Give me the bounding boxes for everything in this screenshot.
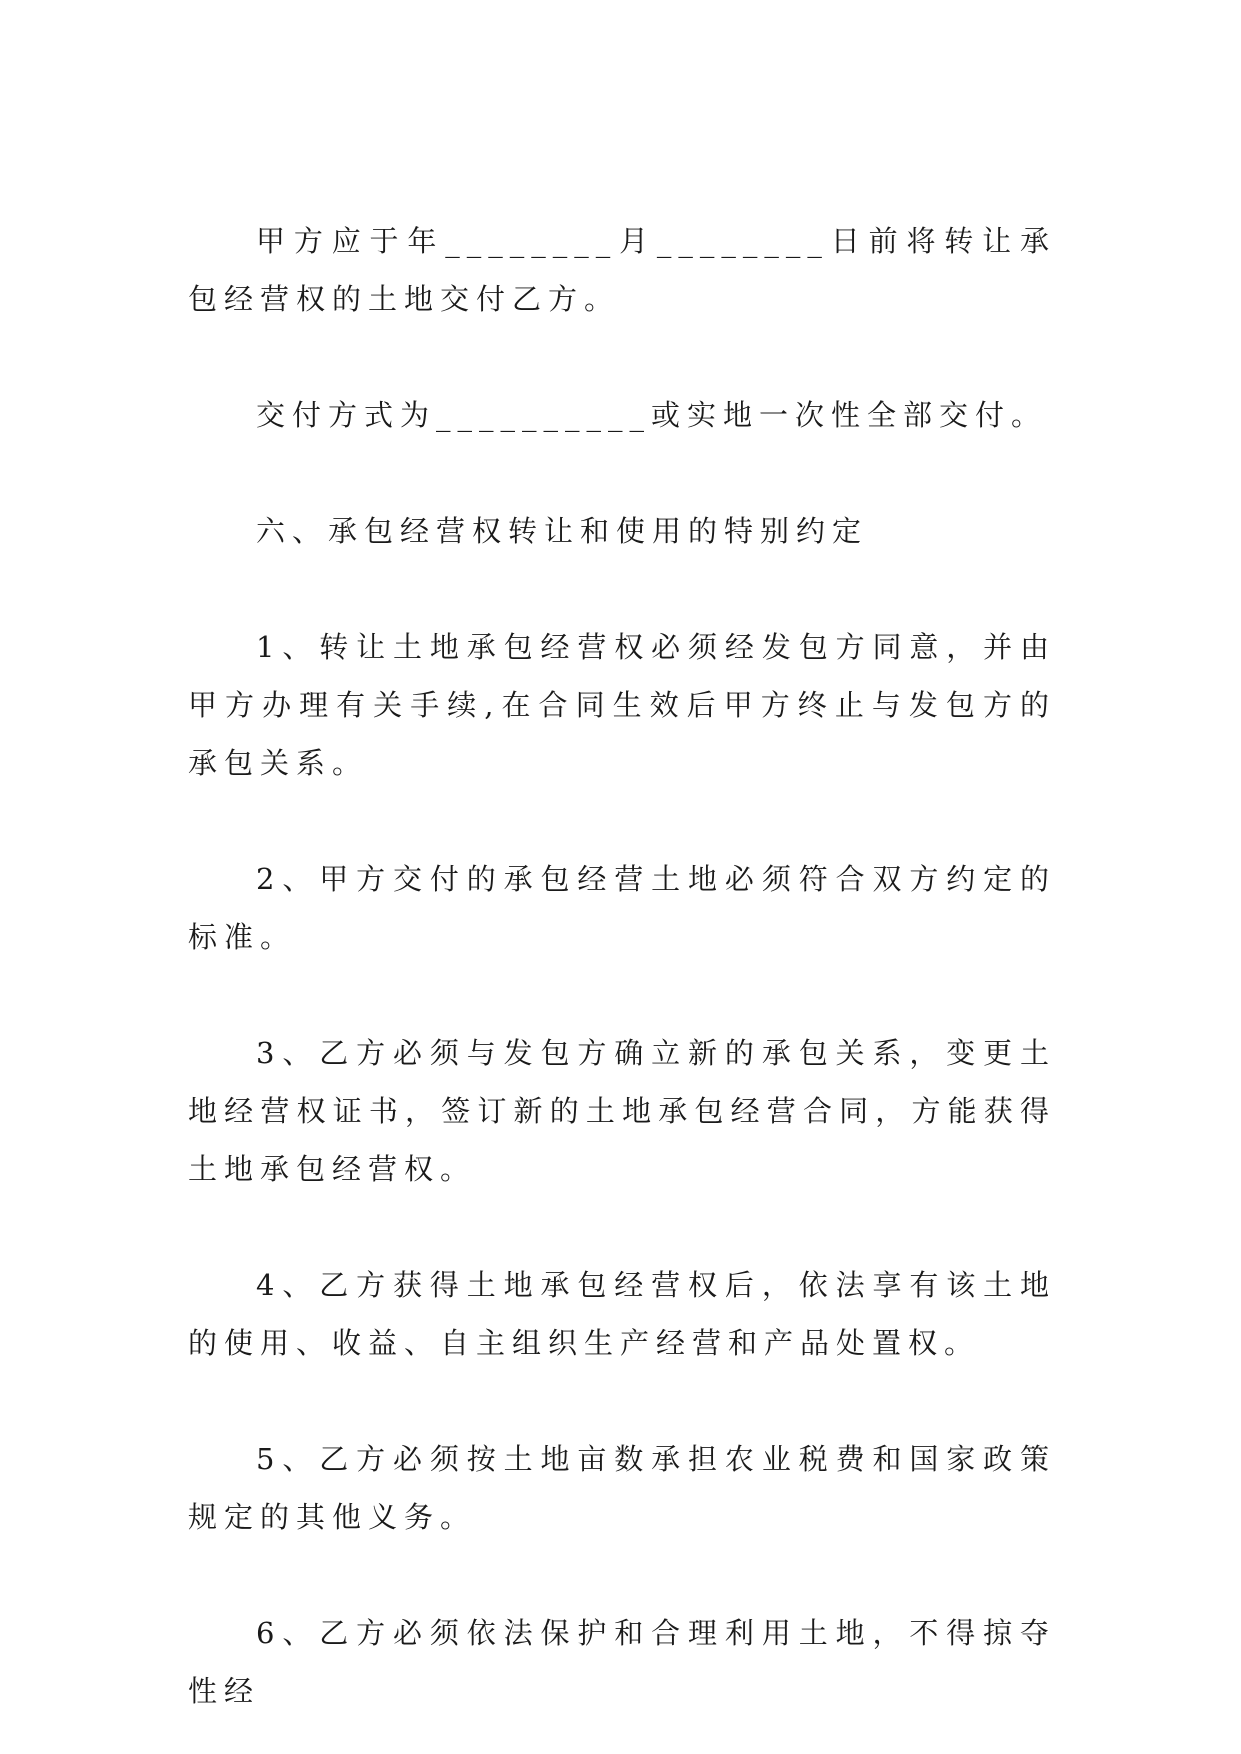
- paragraph-delivery-method: 交付方式为__________或实地一次性全部交付。: [256, 398, 1048, 432]
- clause-5: 5、乙方必须按土地亩数承担农业税费和国家政策规定的其他义务。: [188, 1442, 1056, 1534]
- clause-6: 6、乙方必须依法保护和合理利用土地，不得掠夺性经: [188, 1616, 1056, 1708]
- clause-3: 3、乙方必须与发包方确立新的承包关系，变更土地经营权证书，签订新的土地承包经营合同，方能获得土地承包经营权。: [188, 1036, 1056, 1186]
- document-body: [188, 212, 1056, 1720]
- clause-1: 1、转让土地承包经营权必须经发包方同意，并由甲方办理有关手续,在合同生效后甲方终止与发包方的承包关系。: [188, 630, 1056, 780]
- paragraph-delivery-date: 甲方应于年________月________日前将转让承包经营权的土地交付乙方。: [188, 224, 1056, 316]
- section-heading-special-terms: 六、承包经营权转让和使用的特别约定: [256, 514, 869, 548]
- clause-2: 2、甲方交付的承包经营土地必须符合双方约定的标准。: [188, 862, 1056, 954]
- clause-4: 4、乙方获得土地承包经营权后，依法享有该土地的使用、收益、自主组织生产经营和产品处置权。: [188, 1268, 1056, 1360]
